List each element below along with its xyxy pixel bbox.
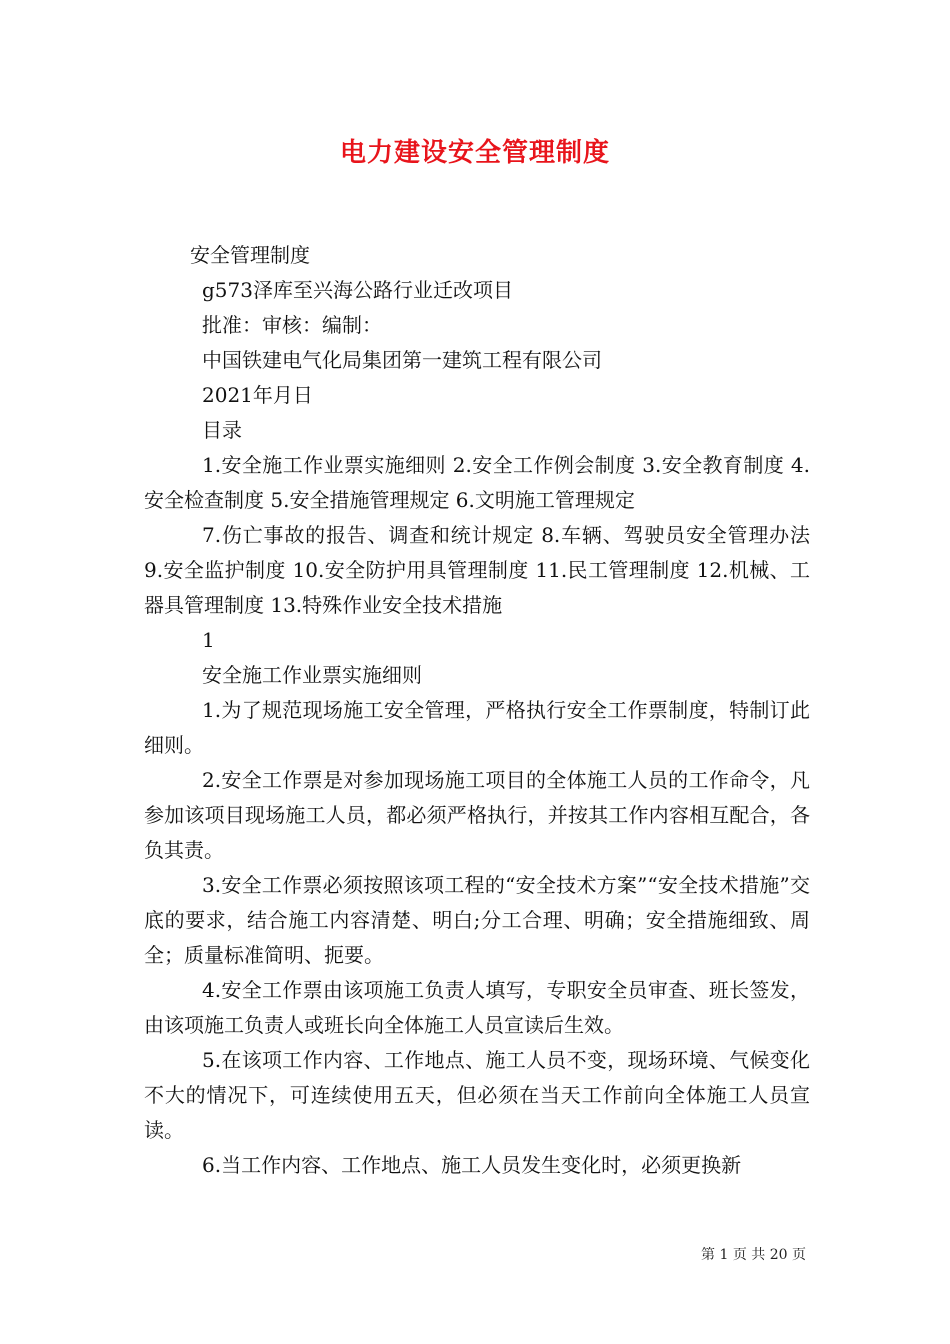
page-footer: 第 1 页 共 20 页 xyxy=(701,1247,806,1263)
body-paragraph: 3.安全工作票必须按照该项工程的“安全技术方案”“安全技术措施”交底的要求，结合施工内容清楚、明白;分工合理、明确；安全措施细致、周全；质量标准简明、扼要。 xyxy=(144,873,810,967)
company-line: 中国铁建电气化局集团第一建筑工程有限公司 xyxy=(202,348,602,372)
heading-line: 安全管理制度 xyxy=(190,243,310,267)
toc-label: 目录 xyxy=(202,418,242,442)
section-number: 1 xyxy=(202,628,215,652)
body-paragraph: 1.为了规范现场施工安全管理，严格执行安全工作票制度，特制订此细则。 xyxy=(144,698,810,757)
body-paragraph: 5.在该项工作内容、工作地点、施工人员不变，现场环境、气候变化不大的情况下，可连续使用五天，但必须在当天工作前向全体施工人员宣读。 xyxy=(144,1048,810,1142)
document-title: 电力建设安全管理制度 xyxy=(339,138,610,168)
body-paragraph: 2.安全工作票是对参加现场施工项目的全体施工人员的工作命令，凡参加该项目现场施工人员，都必须严格执行，并按其工作内容相互配合，各负其责。 xyxy=(144,768,810,862)
toc-paragraph: 1.安全施工作业票实施细则 2.安全工作例会制度 3.安全教育制度 4.安全检查制度 5.安全措施管理规定 6.文明施工管理规定 xyxy=(144,453,810,512)
body-paragraph: 6.当工作内容、工作地点、施工人员发生变化时，必须更换新 xyxy=(202,1153,742,1177)
approval-line: 批准：审核：编制： xyxy=(202,313,382,337)
project-line: g573泽库至兴海公路行业迁改项目 xyxy=(202,278,513,302)
section-title: 安全施工作业票实施细则 xyxy=(202,663,422,687)
document-body xyxy=(144,238,810,1183)
body-paragraph: 4.安全工作票由该项施工负责人填写，专职安全员审查、班长签发，由该项施工负责人或班长向全体施工人员宣读后生效。 xyxy=(144,978,810,1037)
date-line: 2021年月日 xyxy=(202,383,313,407)
toc-paragraph: 7.伤亡事故的报告、调查和统计规定 8.车辆、驾驶员安全管理办法 9.安全监护制度 10.安全防护用具管理制度 11.民工管理制度 12.机械、工器具管理制度 13.特殊作业安全技术措施 xyxy=(144,523,810,617)
